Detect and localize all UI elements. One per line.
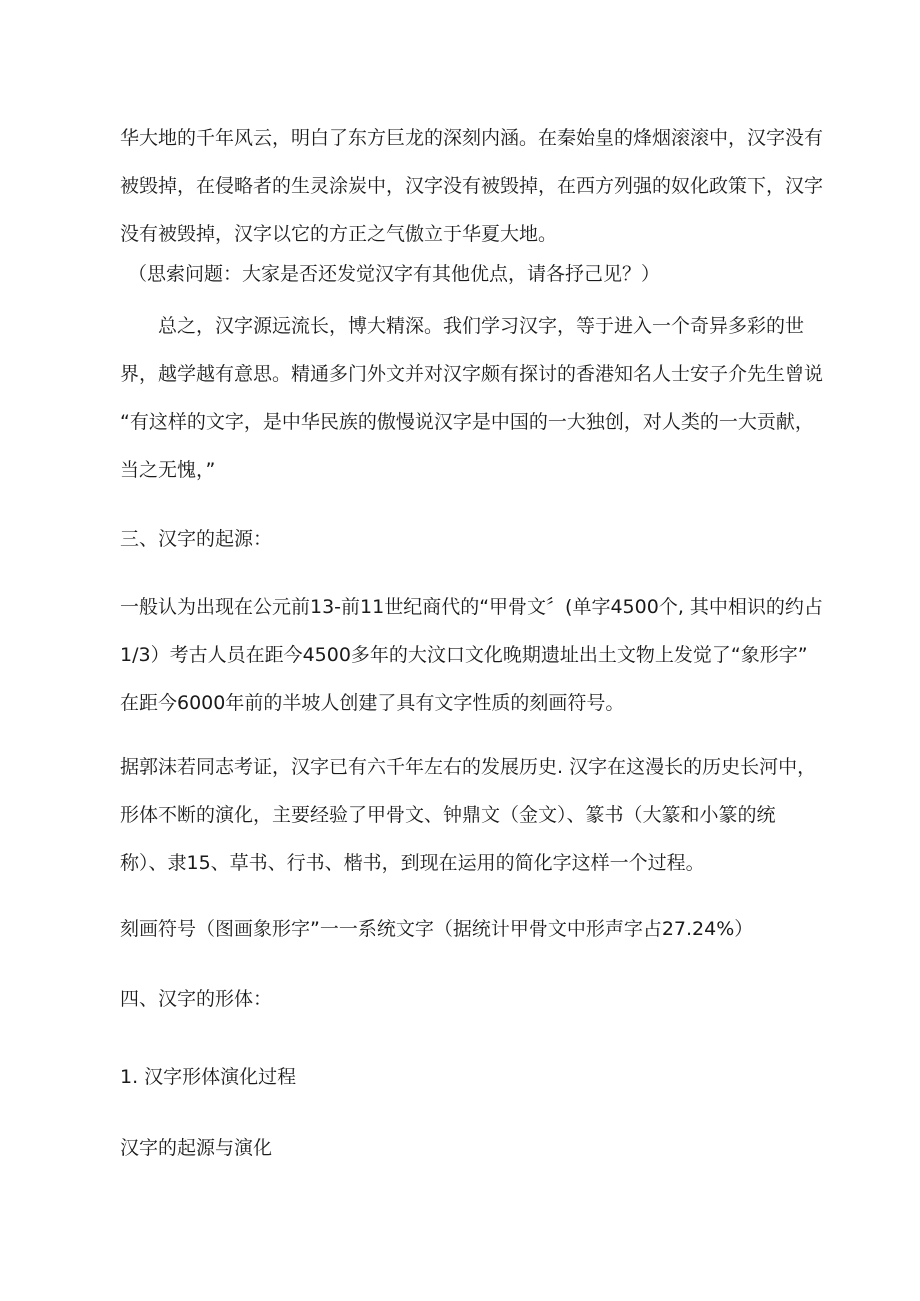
- text-line: 华大地的千年风云，明白了东方巨龙的深刻内涵。在秦始皇的烽烟滚滚中，汉字没有: [120, 127, 824, 149]
- paragraph-oracle-bone: [120, 583, 823, 727]
- section-heading-form: [120, 975, 810, 1023]
- text-line: 汉字的起源与演化: [120, 1137, 273, 1159]
- paragraph-summary: [120, 302, 824, 494]
- text-line: 1/3）考古人员在距今4500多年的大汶口文化晚期遗址出土文物上发觉了“象形字”: [120, 644, 808, 666]
- text-line: 被毁掉，在侵略者的生灵涂炭中，汉字没有被毁掉，在西方列强的奴化政策下，汉字: [120, 175, 824, 197]
- text-line: 据郭沫若同志考证，汉字已有六千年左右的发展历史. 汉字在这漫长的历史长河中，: [120, 756, 817, 778]
- paragraph-statistics: [120, 905, 810, 953]
- text-line: 刻画符号（图画象形字”一一系统文字（据统计甲骨文中形声字占27.24%）: [120, 918, 754, 940]
- section-heading-origin: [120, 515, 810, 563]
- text-line: 称）、隶15、草书、行书、楷书，到现在运用的简化字这样一个过程。: [120, 852, 705, 874]
- text-line: 形体不断的演化，主要经验了甲骨文、钟鼎文（金文）、篆书（大篆和小篆的统: [120, 804, 776, 826]
- paragraph-origin-evolution: [120, 1124, 810, 1172]
- heading-text: 1. 汉字形体演化过程: [120, 1066, 297, 1088]
- paragraph-question: [128, 250, 818, 298]
- text-line: （思索问题：大家是否还发觉汉字有其他优点，请各抒己见？）: [128, 263, 661, 285]
- text-line: 在距今6000年前的半坡人创建了具有文字性质的刻画符号。: [120, 692, 625, 714]
- text-line: 总之，汉字源远流长，博大精深。我们学习汉字，等于进入一个奇异多彩的世: [158, 315, 805, 337]
- heading-text: 三、汉字的起源：: [120, 528, 273, 550]
- text-line: 一般认为出现在公元前13-前11世纪商代的“甲骨文〞(单字4500个, 其中相识的约占: [120, 596, 823, 618]
- subheading-form-evolution: [120, 1053, 810, 1101]
- text-line: 界，越学越有意思。精通多门外文并对汉字颇有探讨的香港知名人士安子介先生曾说: [120, 363, 824, 385]
- text-line: 没有被毁掉，汉字以它的方正之气傲立于华夏大地。: [120, 223, 558, 245]
- text-line: “有这样的文字，是中华民族的傲慢说汉字是中国的一大独创，对人类的一大贡献，: [120, 411, 814, 433]
- text-line: 当之无愧，”: [120, 459, 216, 481]
- paragraph-evolution: [120, 743, 817, 887]
- heading-text: 四、汉字的形体：: [120, 988, 273, 1010]
- paragraph-history: [120, 114, 824, 258]
